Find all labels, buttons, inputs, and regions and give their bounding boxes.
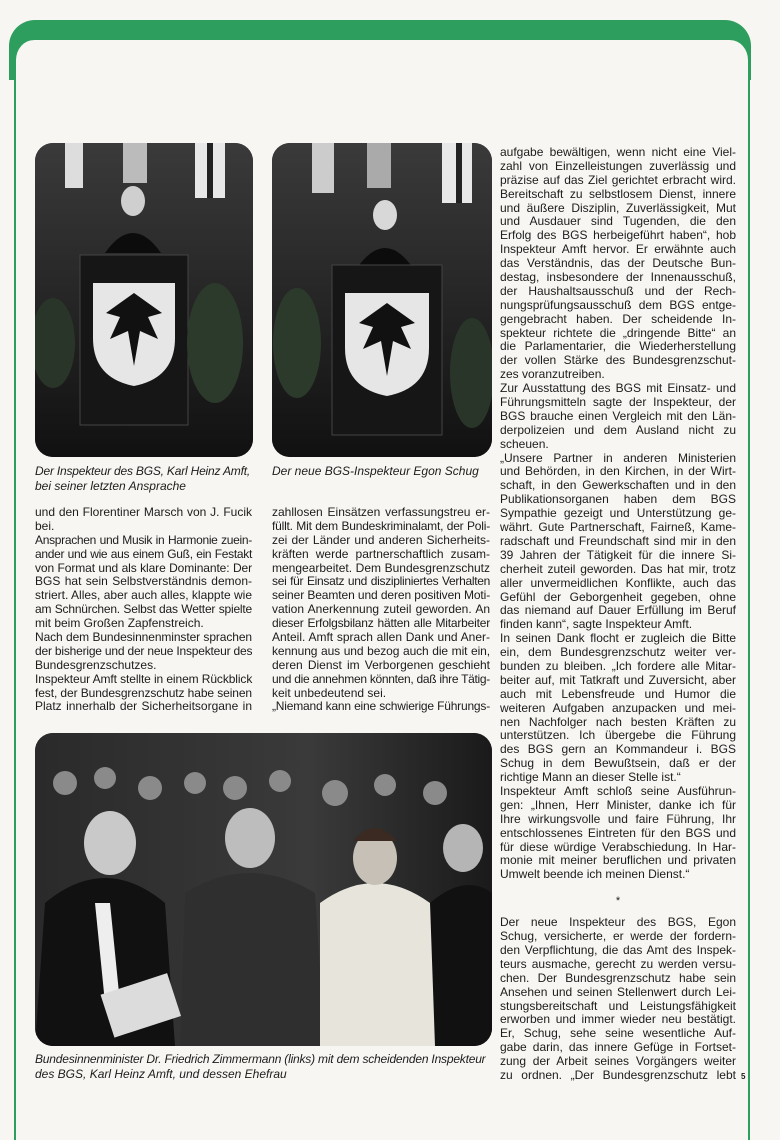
text-line: sei für Einsatz und diszipliniertes Verhalten [272, 574, 490, 589]
text-line: radschaft und Freundschaft sind mir in den [500, 533, 736, 548]
text-line: Zur Ausstattung des BGS mit Einsatz- und [500, 381, 736, 396]
text-line: die Parlamentarier, die Wiederherstellung [500, 339, 736, 354]
caption-line: des BGS, Karl Heinz Amft, und dessen Ehefrau [35, 1067, 287, 1081]
text-line: zahl von Einzelleistungen zuverlässig und [500, 158, 736, 173]
text-column-3 [500, 146, 736, 1083]
text-line: seiner Beamten und deren positiven Moti- [272, 588, 491, 603]
text-line: Inspekteur Amft hervor. Er erwähnte auch [500, 242, 736, 257]
text-line: von Format und als klare Dominante: Der [35, 560, 252, 575]
text-line: Er, Schug, sehe seine wesentliche Auf- [500, 1026, 736, 1041]
text-line: währt. Gute Partnerschaft, Fairneß, Kame- [500, 520, 736, 535]
text-line: „Niemand kann eine schwierige Führungs- [272, 699, 490, 714]
text-line: Schug in dem Bewußtsein, daß er der [500, 756, 736, 771]
text-line: Nach dem Bundesinnenminster sprachen [35, 630, 252, 645]
caption-left-photo [35, 464, 253, 494]
caption-line: Der neue BGS-Inspekteur Egon Schug [272, 464, 479, 478]
text-line: ander und wie aus einem Guß, ein Festakt [35, 546, 252, 561]
text-line: zes voranzutreiben. [500, 367, 605, 382]
text-line: Bundesgrenzschutzes. [35, 657, 157, 672]
photo-schug-speech [272, 143, 492, 457]
text-line: ein, dem Bundesgrenzschutz weiter ver- [500, 645, 736, 660]
text-line: BGS brauche einen Vergleich mit den Län- [500, 408, 736, 423]
text-line: weiteren Aufgaben anzupacken und mei- [500, 700, 736, 715]
text-line: nen Nachfolger nach besten Kräften zu [500, 714, 736, 729]
text-line: In seinen Dank flocht er zugleich die Bitte [500, 631, 736, 646]
text-line: beiter auf, mit Tatkraft und Zuversicht, aber [500, 672, 736, 687]
text-line: am Schnürchen. Selbst das Wetter spielte [35, 602, 252, 617]
caption-line: Bundesinnenminister Dr. Friedrich Zimmermann (links) mit dem scheidenden Inspekteur [35, 1052, 486, 1066]
caption-line: bei seiner letzten Ansprache [35, 479, 186, 493]
text-line: und den Florentiner Marsch von J. Fucik [35, 505, 252, 519]
text-line: der Haushaltsausschuß und der Rech- [500, 283, 736, 298]
caption-right-photo [272, 464, 492, 479]
text-line: Bereitschaft zu selbstlosem Dienst, innere [500, 186, 736, 201]
text-line: kennung aus und bezog auch die mit ein, [272, 643, 490, 658]
text-column-2 [272, 506, 490, 714]
text-line: den Verpflichtung, die das Amt des Inspek- [500, 942, 736, 957]
text-line: mit beim Großen Zapfenstreich. [35, 616, 204, 631]
text-line: schaft, in den Gewerkschaften und in den [500, 478, 736, 493]
text-line: cherheit zuteil geworden. Das hat mir, trotz [500, 561, 736, 576]
text-line: spekteur richtete die „dringende Bitte“ an [500, 325, 736, 340]
text-line: richtige Mann an dieser Stelle ist.“ [500, 770, 681, 785]
text-line: dieser Erfolgsbilanz hätten alle Mitarbeiter [272, 616, 490, 631]
text-line: Publikationsorganen haben dem BGS [500, 492, 736, 507]
photo-amft-speech [35, 143, 253, 457]
text-line: stungsbereitschaft und Leistungsfähigkeit [500, 998, 736, 1013]
text-line: destag, insbesondere der Innenausschuß, [500, 270, 736, 285]
text-line: zahllosen Einsätzen verfassungstreu er- [272, 505, 490, 519]
photo-audience [35, 733, 492, 1046]
text-line: des BGS gern an Kommandeur i. BGS [500, 742, 736, 757]
text-line: striert. Alles, aber auch alles, klappte wie [35, 588, 252, 603]
text-line: gen: „Ihnen, Herr Minister, danke ich für [500, 797, 736, 812]
text-line: Ihre wirkungsvolle und faire Führung, Ihr [500, 811, 736, 826]
text-line: BGS hat sein Selbstverständnis demon- [35, 574, 252, 589]
text-line: teurs ausmache, gerecht zu werden versu- [500, 956, 736, 971]
text-line: finden kann“, sagte Inspekteur Amft. [500, 617, 693, 632]
text-line: Inspekteur Amft schloß seine Ausführun- [500, 783, 736, 798]
text-line: zei der Länder und anderen Sicherheits- [272, 532, 490, 547]
text-line: gengebracht haben. Der scheidende In- [500, 311, 736, 326]
text-line: das niemand auf Dauer Erfüllung im Beruf [500, 603, 736, 618]
text-line: deren Dienst im Verborgenen geschieht [272, 657, 490, 672]
text-line: aller unvermeidlichen Konflikte, auch das [500, 575, 736, 590]
text-line: vation Anerkennung zuteil geworden. An [272, 602, 490, 617]
section-separator: * [615, 895, 621, 908]
text-line: Anteil. Amft sprach allen Dank und Aner- [272, 630, 490, 645]
page-number: 5 [741, 1072, 746, 1081]
text-line: 39 Jahren der Tätigkeit für die innere Si- [500, 547, 736, 562]
text-line: keit unbedeutend sei. [272, 685, 387, 700]
text-line: und Behörden, in den Kirchen, in der Wirt- [500, 464, 736, 479]
text-line: auch mit Lebensfreude und Humor die [500, 686, 736, 701]
text-line: für diese würdige Verabschiedung. In Har- [500, 839, 736, 854]
text-line: und äußere Disziplin, Zuverlässigkeit, Mut [500, 200, 736, 215]
text-line: fest, der Bundesgrenzschutz habe seinen [35, 685, 252, 700]
text-line: kräften werde partnerschaftlich zusam- [272, 546, 490, 561]
text-line: zu ordnen. „Der Bundesgrenzschutz lebt [500, 1068, 736, 1082]
text-column-1 [35, 506, 252, 714]
text-line: erworben und immer wieder neu bestätigt. [500, 1012, 736, 1027]
text-line: bunden zu bleiben. „Ich fordere alle Mitar- [500, 658, 736, 673]
text-line: zung der Arbeit seines Vorgängers weiter [500, 1054, 736, 1069]
text-line: der vollen Stärke des Bundesgrenzschut- [500, 353, 736, 368]
text-line: Platz innerhalb der Sicherheitsorgane in [35, 699, 252, 714]
text-line: Ansprachen und Musik in Harmonie zuein- [35, 532, 252, 547]
text-line: unterstützen. Ich übergebe die Führung [500, 728, 736, 743]
text-line: nungsprüfungsausschuß dem BGS entge- [500, 297, 736, 312]
text-line: Erfolg des BGS herbeigeführt haben“, hob [500, 228, 736, 243]
text-line: Gefühl der Geborgenheit gegeben, ohne [500, 589, 736, 604]
text-line: Ansehen und seinen Stellenwert durch Lei- [500, 984, 736, 999]
text-line: chen. Der Bundesgrenzschutz habe sein [500, 970, 736, 985]
text-line: derpolizeien und dem Ausland nicht zu [500, 422, 736, 437]
text-line: und die annehmen könnten, daß ihre Tätig- [272, 671, 490, 686]
text-line: präzise auf das Ziel gerichtet erbracht wird. [500, 172, 736, 187]
text-line: „Unsere Partner in anderen Ministerien [500, 450, 736, 465]
text-line: bei. [35, 518, 55, 533]
text-line: scheuen. [500, 436, 549, 451]
text-line: Führungsmitteln sagte der Inspekteur, der [500, 395, 736, 410]
text-line: Sympathie gezeigt und Unterstützung ge- [500, 506, 736, 521]
text-line: mengearbeitet. Dem Bundesgrenzschutz [272, 560, 490, 575]
text-line: Inspekteur Amft stellte in einem Rückblick [35, 671, 253, 686]
text-line: gabe darin, das innere Gefüge in Fortset- [500, 1040, 736, 1055]
text-line: Umwelt beende ich meinen Dienst.“ [500, 867, 690, 882]
text-line: füllt. Mit dem Bundeskriminalamt, der Poli- [272, 518, 490, 533]
text-line: das Verständnis, das der Deutsche Bun- [500, 256, 736, 271]
text-line: monie mit meiner beruflichen und privaten [500, 853, 736, 868]
text-line: Schug, versicherte, er werde der fordern- [500, 929, 736, 944]
text-line: entschlossenes Eintreten für den BGS und [500, 825, 736, 840]
text-line: Der neue Inspekteur des BGS, Egon [500, 915, 736, 930]
caption-bottom-photo [35, 1052, 492, 1082]
text-line: der bisherige und der neue Inspekteur des [35, 643, 253, 658]
caption-line: Der Inspekteur des BGS, Karl Heinz Amft, [35, 464, 250, 478]
text-line: und Ausdauer sind Tugenden, die den [500, 214, 736, 229]
text-line: aufgabe bewältigen, wenn nicht eine Viel- [500, 145, 736, 159]
